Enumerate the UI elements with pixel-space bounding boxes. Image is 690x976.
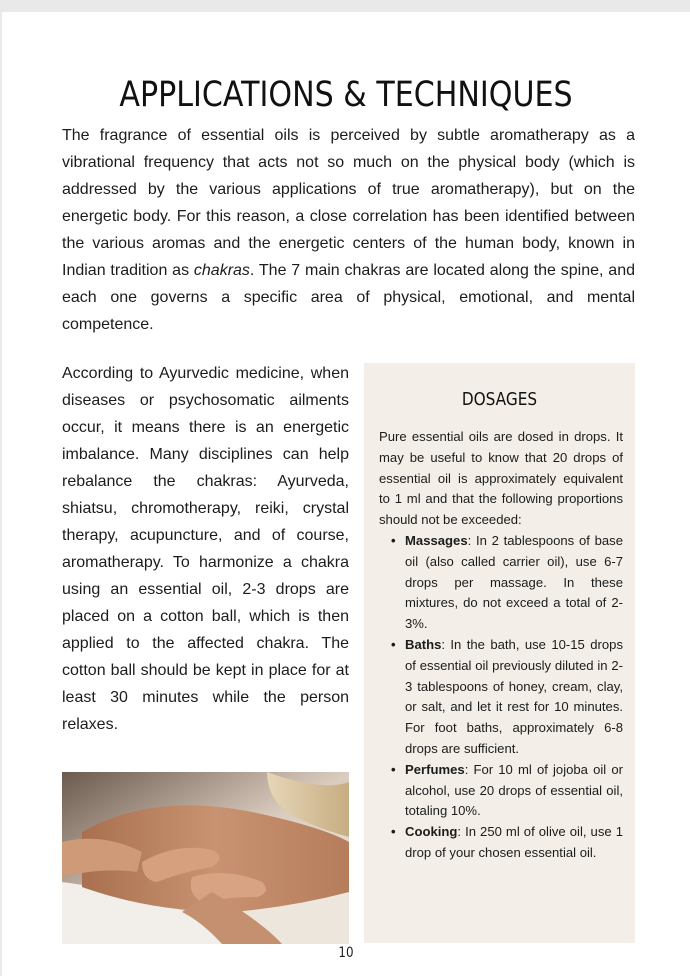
item-label: Perfumes (405, 761, 465, 777)
bullet-icon: • (391, 532, 396, 548)
massage-photo (62, 772, 349, 944)
list-item (391, 635, 623, 760)
dosages-intro: Pure essential oils are dosed in drops. It may be useful to know that 20 drops of essential oil is approximately equivalent to 1 ml and that the following proportions should not be exceeded: (379, 429, 623, 528)
dosages-list (379, 531, 623, 864)
item-label: Baths (405, 636, 442, 652)
item-text: : In 2 tablespoons of base oil (also called carrier oil), use 6-7 drops per massage. In these mixtures, do not exceed a total of 2-3%. (405, 532, 623, 632)
intro-text-end: . The 7 main chakras are located along the spine, and each one governs a specific area of physical, emotional, and mental competence. (62, 262, 636, 333)
bullet-icon: • (391, 636, 396, 652)
dosages-body (379, 427, 623, 864)
item-text: : In the bath, use 10-15 drops of essential oil previously diluted in 2-3 tablespoons of honey, cream, clay, or salt, and let it rest for 10 minutes. For foot baths, approximately 6-8 drops are sufficient. (405, 636, 623, 756)
page-title: APPLICATIONS & TECHNIQUES (119, 75, 573, 116)
intro-paragraph (62, 122, 635, 338)
list-item (391, 760, 623, 822)
item-text: : For 10 ml of jojoba oil or alcohol, use 20 drops of essential oil, totaling 10%. (405, 761, 623, 819)
bullet-icon: • (391, 824, 396, 840)
intro-text-start: The fragrance of essential oils is perceived by subtle aromatherapy as a vibrational frequency that acts not so much on the physical body (which is addressed by the various applications of true aromatherapy), but on the energetic body. For this reason, a close correlation has been identified between the various aromas and the energetic centers of the human body, known in Indian tradition as (62, 127, 635, 279)
bullet-icon: • (391, 761, 396, 777)
item-text: : In 250 ml of olive oil, use 1 drop of your chosen essential oil. (405, 824, 623, 860)
dosages-box (364, 363, 635, 943)
item-label: Massages (405, 532, 468, 548)
ayurveda-paragraph: According to Ayurvedic medicine, when diseases or psychosomatic ailments occur, it means there is an energetic imbalance. Many disciplines can help rebalance the chakras: Ayurveda, shiatsu, chromotherapy, reiki, crystal therapy, acupuncture, and of course, aromatherapy. To harmonize a chakra using an essential oil, 2-3 drops are placed on a cotton ball, which is then applied to the affected chakra. The cotton ball should be kept in place for at least 30 minutes while the person relaxes. (62, 365, 349, 733)
list-item (391, 822, 623, 864)
document-page (2, 12, 690, 976)
page-number: 10 (338, 945, 354, 961)
dosages-title: DOSAGES (461, 389, 538, 410)
item-label: Cooking (405, 824, 458, 840)
intro-emphasis: chakras (193, 262, 250, 279)
list-item (391, 531, 623, 635)
